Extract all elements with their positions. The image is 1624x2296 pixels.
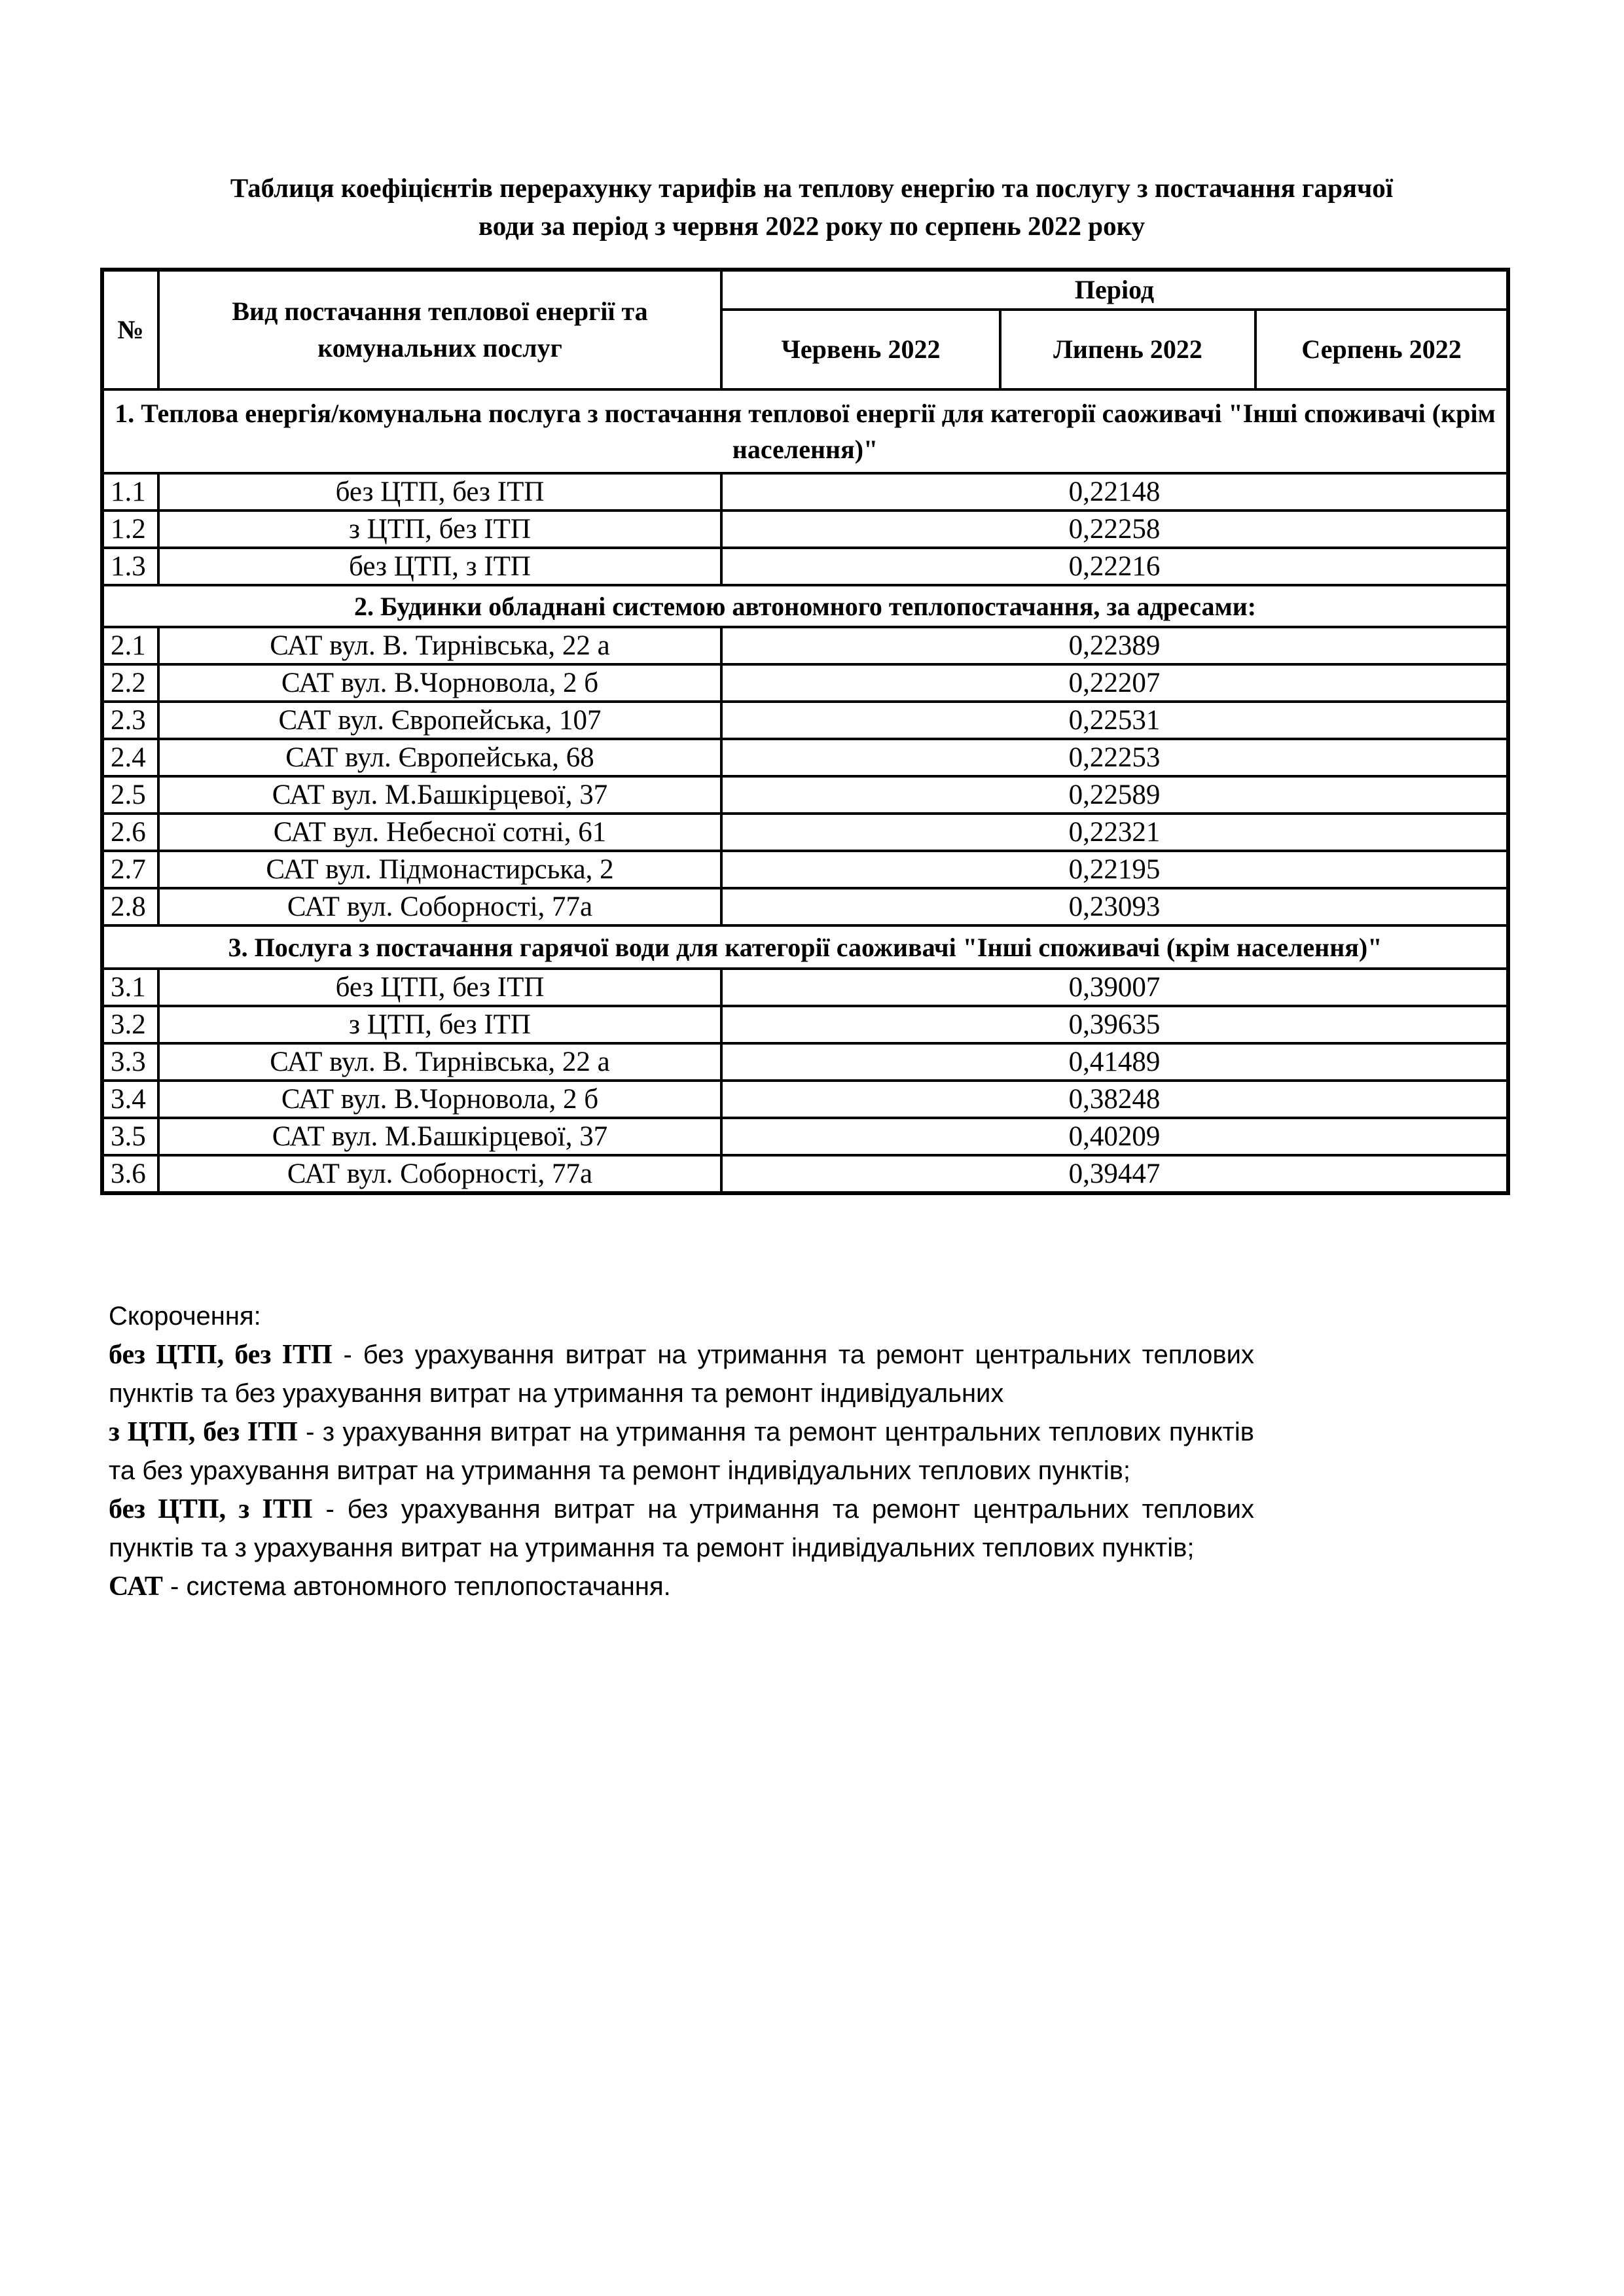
- note-term: без ЦТП, з ІТП: [109, 1494, 313, 1524]
- section-title: 2. Будинки обладнані системою автономного теплопостачання, за адресами:: [102, 585, 1508, 627]
- row-service-name: з ЦТП, без ІТП: [158, 1006, 721, 1043]
- row-service-name: САТ вул. Соборності, 77а: [158, 888, 721, 925]
- row-coefficient-value: 0,22321: [721, 814, 1508, 851]
- table-row: [102, 1081, 1508, 1118]
- row-number: 1.3: [102, 548, 158, 585]
- table-header-row: [102, 270, 1508, 310]
- title-line-1: Таблиця коефіцієнтів перерахунку тарифів на теплову енергію та послугу з постачання гарячої: [230, 173, 1394, 203]
- title-line-2: води за період з червня 2022 року по серпень 2022 року: [478, 211, 1146, 241]
- row-service-name: САТ вул. В.Чорновола, 2 б: [158, 664, 721, 702]
- row-service-name: САТ вул. Європейська, 107: [158, 702, 721, 739]
- row-coefficient-value: 0,22148: [721, 473, 1508, 511]
- row-service-name: САТ вул. Соборності, 77а: [158, 1155, 721, 1193]
- table-row: [102, 776, 1508, 814]
- table-row: [102, 1006, 1508, 1043]
- row-number: 3.3: [102, 1043, 158, 1081]
- row-coefficient-value: 0,39635: [721, 1006, 1508, 1043]
- row-coefficient-value: 0,22207: [721, 664, 1508, 702]
- note-term: з ЦТП, без ІТП: [109, 1417, 298, 1447]
- note-definition: - без урахування витрат на утримання та ремонт центральних теплових пунктів та з урахування витрат на утримання та ремонт індивідуальних теплових пунктів;: [109, 1495, 1255, 1562]
- row-coefficient-value: 0,40209: [721, 1118, 1508, 1155]
- header-period: Період: [721, 270, 1508, 310]
- document-title: [98, 169, 1525, 245]
- note-item: [109, 1568, 1254, 1606]
- row-number: 2.8: [102, 888, 158, 925]
- table-row: [102, 627, 1508, 664]
- note-definition: - з урахування витрат на утримання та ремонт центральних теплових пунктів та без урахування витрат на утримання та ремонт індивідуальних теплових пунктів;: [109, 1418, 1254, 1485]
- row-number: 2.2: [102, 664, 158, 702]
- row-number: 3.1: [102, 969, 158, 1006]
- table-row: [102, 664, 1508, 702]
- row-number: 3.4: [102, 1081, 158, 1118]
- row-service-name: з ЦТП, без ІТП: [158, 511, 721, 548]
- row-coefficient-value: 0,38248: [721, 1081, 1508, 1118]
- header-number: №: [102, 270, 158, 389]
- header-service-type: Вид постачання теплової енергії та комунальних послуг: [158, 270, 721, 389]
- section-title: 3. Послуга з постачання гарячої води для категорії саоживачі "Інші споживачі (крім населення)": [102, 925, 1508, 969]
- table-row: [102, 851, 1508, 888]
- row-number: 2.4: [102, 739, 158, 776]
- note-item: [109, 1336, 1254, 1413]
- row-service-name: САТ вул. В. Тирнівська, 22 а: [158, 627, 721, 664]
- row-coefficient-value: 0,39447: [721, 1155, 1508, 1193]
- row-service-name: без ЦТП, з ІТП: [158, 548, 721, 585]
- table-row: [102, 888, 1508, 925]
- header-month-july: Липень 2022: [1000, 310, 1255, 389]
- row-coefficient-value: 0,39007: [721, 969, 1508, 1006]
- table-row: [102, 969, 1508, 1006]
- row-coefficient-value: 0,22589: [721, 776, 1508, 814]
- row-service-name: САТ вул. М.Башкірцевої, 37: [158, 776, 721, 814]
- notes-heading: Скорочення:: [109, 1302, 261, 1331]
- table-row: [102, 548, 1508, 585]
- note-definition: - система автономного теплопостачання.: [162, 1572, 671, 1601]
- row-number: 2.5: [102, 776, 158, 814]
- table-row: [102, 739, 1508, 776]
- row-number: 2.7: [102, 851, 158, 888]
- note-item: [109, 1490, 1254, 1568]
- row-number: 3.5: [102, 1118, 158, 1155]
- row-service-name: без ЦТП, без ІТП: [158, 473, 721, 511]
- row-service-name: САТ вул. В. Тирнівська, 22 а: [158, 1043, 721, 1081]
- row-number: 2.6: [102, 814, 158, 851]
- table-row: [102, 1043, 1508, 1081]
- row-coefficient-value: 0,22253: [721, 739, 1508, 776]
- row-coefficient-value: 0,22216: [721, 548, 1508, 585]
- section-title: 1. Теплова енергія/комунальна послуга з постачання теплової енергії для категорії саоживачі "Інші споживачі (крім населення)": [102, 389, 1508, 473]
- row-coefficient-value: 0,23093: [721, 888, 1508, 925]
- note-item: [109, 1413, 1254, 1490]
- row-service-name: без ЦТП, без ІТП: [158, 969, 721, 1006]
- row-number: 1.1: [102, 473, 158, 511]
- row-service-name: САТ вул. Підмонастирська, 2: [158, 851, 721, 888]
- row-coefficient-value: 0,22258: [721, 511, 1508, 548]
- table-row: [102, 814, 1508, 851]
- row-service-name: САТ вул. М.Башкірцевої, 37: [158, 1118, 721, 1155]
- row-service-name: САТ вул. Європейська, 68: [158, 739, 721, 776]
- row-coefficient-value: 0,22531: [721, 702, 1508, 739]
- row-coefficient-value: 0,22195: [721, 851, 1508, 888]
- row-number: 1.2: [102, 511, 158, 548]
- table-row: [102, 473, 1508, 511]
- table-row: [102, 1155, 1508, 1193]
- abbreviations-notes: [109, 1297, 1254, 1606]
- row-number: 2.3: [102, 702, 158, 739]
- header-month-august: Серпень 2022: [1255, 310, 1508, 389]
- row-service-name: САТ вул. В.Чорновола, 2 б: [158, 1081, 721, 1118]
- row-coefficient-value: 0,22389: [721, 627, 1508, 664]
- row-number: 3.6: [102, 1155, 158, 1193]
- row-number: 3.2: [102, 1006, 158, 1043]
- header-month-june: Червень 2022: [721, 310, 1000, 389]
- note-term: без ЦТП, без ІТП: [109, 1340, 333, 1370]
- row-service-name: САТ вул. Небесної сотні, 61: [158, 814, 721, 851]
- section-header-row: [102, 925, 1508, 969]
- section-header-row: [102, 389, 1508, 473]
- table-row: [102, 511, 1508, 548]
- coefficients-table: [100, 268, 1510, 1195]
- table-row: [102, 1118, 1508, 1155]
- row-number: 2.1: [102, 627, 158, 664]
- section-header-row: [102, 585, 1508, 627]
- note-term: САТ: [109, 1571, 163, 1602]
- note-definition: - без урахування витрат на утримання та ремонт центральних теплових пунктів та без урахування витрат на утримання та ремонт індивідуальних: [109, 1340, 1255, 1408]
- table-row: [102, 702, 1508, 739]
- row-coefficient-value: 0,41489: [721, 1043, 1508, 1081]
